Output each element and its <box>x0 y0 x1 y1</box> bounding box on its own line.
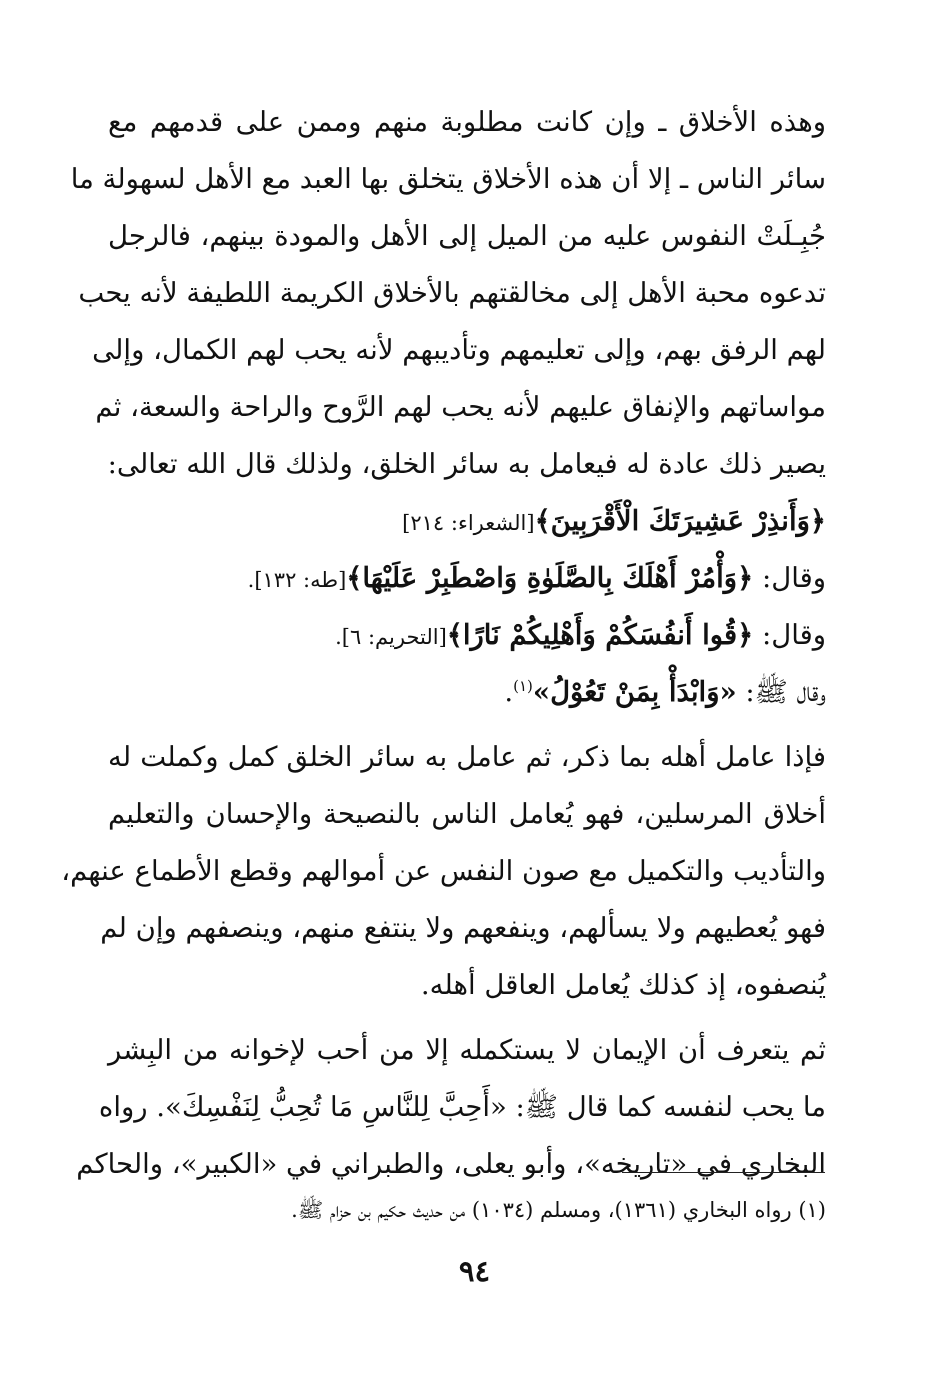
para2-line-3: والتأديب والتكميل مع صون النفس عن أموالهم وقطع الأطماع عنهم، <box>61 855 826 887</box>
main-text <box>61 94 826 1193</box>
para2-line-5: يُنصفوه، إذ كذلك يُعامل العاقل أهله. <box>420 969 826 1001</box>
quran-verse-1 <box>108 493 826 550</box>
page-number: ٩٤ <box>458 1254 491 1288</box>
paragraph-gap-2 <box>108 1014 826 1022</box>
para3-line-3: البخاري في «تاريخه»، وأبو يعلى، والطبراني في «الكبير»، والحاكم <box>76 1148 826 1180</box>
hadith-text: «وَابْدَأْ بِمَنْ تَعُوْلُ» <box>532 676 737 708</box>
text-line-3: جُبِـلَتْ النفوس عليه من الميل إلى الأهل والمودة بينهم، فالرجل <box>108 220 826 252</box>
text-line-5: لهم الرفق بهم، وإلى تعليمهم وتأديبهم لأنه يحب لهم الكمال، وإلى <box>92 334 826 366</box>
verse-1-text: ﴿وَأَنذِرْ عَشِيرَتَكَ الْأَقْرَبِينَ﴾ <box>534 505 826 537</box>
text-line-4: تدعوه محبة الأهل إلى مخالقتهم بالأخلاق الكريمة اللطيفة لأنه يحب <box>78 277 826 309</box>
footnote: (١) رواه البخاري (١٣٦١)، ومسلم (١٠٣٤) من حديث حكيم بن حزام ﷺ. <box>291 1198 826 1222</box>
para3-line-1: ثم يتعرف أن الإيمان لا يستكمله إلا من أحب لإخوانه من البِشر <box>108 1034 826 1066</box>
verse-2-text: ﴿وَأْمُرْ أَهْلَكَ بِالصَّلَوٰةِ وَاصْطَبِرْ عَلَيْهَا﴾ <box>346 562 754 594</box>
verse-1-reference: [الشعراء: ٢١٤] <box>402 511 535 535</box>
text-line-7: يصير ذلك عادة له فيعامل به سائر الخلق، ولذلك قال الله تعالى: <box>107 448 826 480</box>
text-line-2: سائر الناس ـ إلا أن هذه الأخلاق يتخلق بها العبد مع الأهل لسهولة ما <box>70 163 826 195</box>
text-line-1: وهذه الأخلاق ـ وإن كانت مطلوبة منهم وممن على قدمهم مع <box>108 106 826 138</box>
verse-3-reference: [التحريم: ٦]. <box>335 625 447 649</box>
verse-2-reference: [طه: ١٣٢]. <box>247 568 347 592</box>
footnote-marker: (١) <box>513 676 533 695</box>
text-line-6: مواساتهم والإنفاق عليهم لأنه يحب لهم الرَّوح والراحة والسعة، ثم <box>95 391 826 423</box>
para2-line-1: فإذا عامل أهله بما ذكر، ثم عامل به سائر الخلق كمل وكملت له <box>108 741 826 773</box>
paragraph-gap <box>108 721 826 729</box>
quran-verse-3 <box>108 607 826 664</box>
quran-verse-2 <box>108 550 826 607</box>
para2-line-4: فهو يُعطيهم ولا يسألهم، وينفعهم ولا ينتفع منهم، وينصفهم وإن لم <box>100 912 826 944</box>
footnote-divider <box>622 1172 825 1173</box>
verse-2-intro: وقال: <box>753 562 826 594</box>
hadith-line <box>108 664 826 721</box>
verse-3-intro: وقال: <box>753 619 826 651</box>
para3-line-2: ما يحب لنفسه كما قال ﷺ: «أَحِبَّ لِلنَّاسِ مَا تُحِبُّ لِنَفْسِكَ». رواه <box>98 1091 826 1123</box>
hadith-intro: وقال ﷺ: <box>736 676 826 708</box>
hadith-end: . <box>504 676 514 708</box>
verse-3-text: ﴿قُوا أَنفُسَكُمْ وَأَهْلِيكُمْ نَارًا﴾ <box>446 619 754 651</box>
para2-line-2: أخلاق المرسلين، فهو يُعامل الناس بالنصيحة والإحسان والتعليم <box>108 798 826 830</box>
